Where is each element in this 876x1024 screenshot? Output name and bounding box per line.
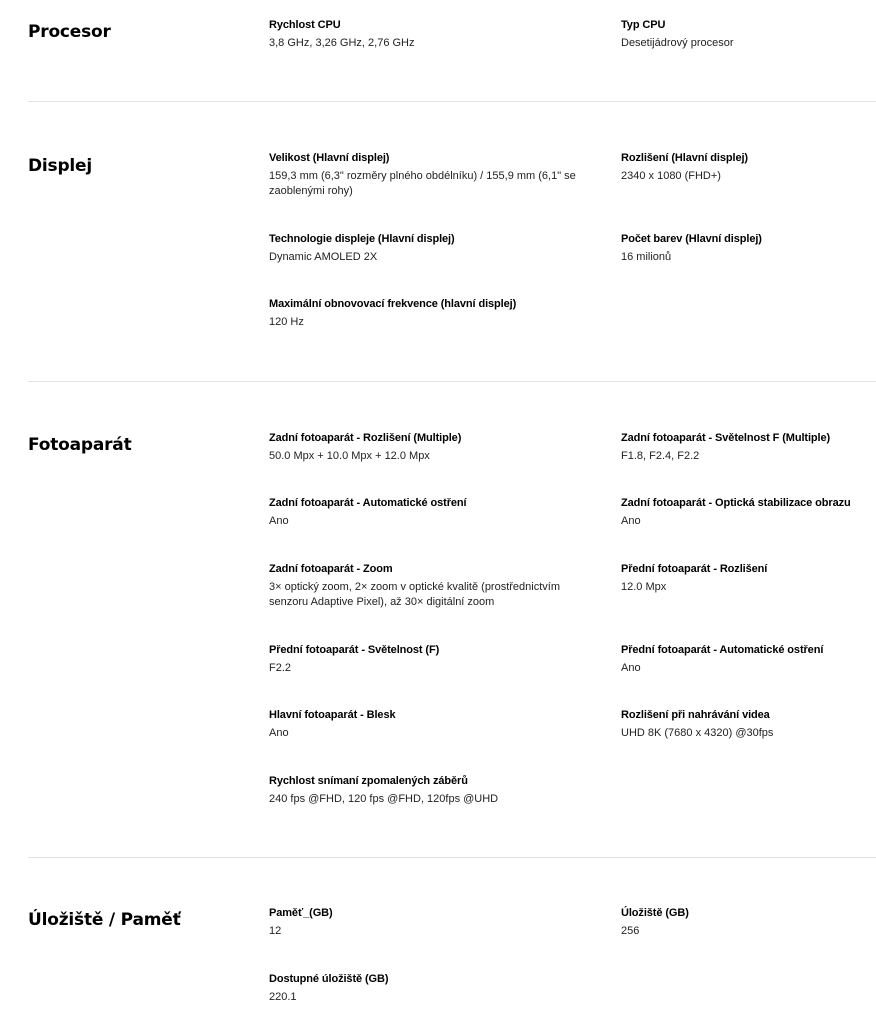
spec-label: Maximální obnovovací frekvence (hlavní displej) [269,298,517,310]
spec-value: Ano [269,515,289,527]
spec-label: Počet barev (Hlavní displej) [621,233,762,245]
spec-label: Rozlišení (Hlavní displej) [621,152,748,164]
spec-value: Dynamic AMOLED 2X [269,251,378,263]
spec-value: 240 fps @FHD, 120 fps @FHD, 120fps @UHD [269,793,499,805]
spec-storage [621,906,876,939]
spec-value: 16 milionů [621,251,672,263]
spec-rear-camera-zoom [269,562,589,610]
spec-label: Zadní fotoaparát - Optická stabilizace obrazu [621,497,851,509]
section-title: Displej [28,156,93,176]
spec-display-size [269,151,589,199]
spec-value: 120 Hz [269,316,304,328]
spec-label: Úložiště (GB) [621,907,689,919]
spec-value: Ano [621,662,641,674]
spec-label: Zadní fotoaparát - Automatické ostření [269,497,467,509]
spec-label: Hlavní fotoaparát - Blesk [269,709,396,721]
spec-memory [269,906,599,939]
spec-label: Dostupné úložiště (GB) [269,973,389,985]
spec-label: Rychlost snímaní zpomalených záběrů [269,775,468,787]
spec-label: Velikost (Hlavní displej) [269,152,390,164]
spec-video-resolution [621,708,876,741]
spec-value: 159,3 mm (6,3" rozměry plného obdélníku) / 155,9 mm (6,1" se zaoblenými rohy) [269,170,576,197]
spec-label: Přední fotoaparát - Světelnost (F) [269,644,440,656]
spec-label: Přední fotoaparát - Rozlišení [621,563,768,575]
spec-label: Paměť_(GB) [269,907,333,919]
spec-display-technology [269,232,599,265]
spec-slow-motion [269,774,599,807]
spec-label: Typ CPU [621,19,666,31]
spec-value: F1.8, F2.4, F2.2 [621,450,700,462]
spec-value: Ano [621,515,641,527]
spec-value: UHD 8K (7680 x 4320) @30fps [621,727,774,739]
spec-front-camera-autofocus [621,643,876,676]
spec-value: 50.0 Mpx + 10.0 Mpx + 12.0 Mpx [269,450,430,462]
spec-display-resolution [621,151,876,184]
spec-rear-camera-aperture [621,431,871,464]
spec-value: 2340 x 1080 (FHD+) [621,170,721,182]
spec-label: Technologie displeje (Hlavní displej) [269,233,455,245]
spec-label: Přední fotoaparát - Automatické ostření [621,644,824,656]
section-title: Úložiště / Paměť [28,910,181,930]
section-title: Procesor [28,22,111,42]
spec-main-camera-flash [269,708,599,741]
divider [28,857,876,858]
spec-display-refresh-rate [269,297,599,330]
spec-label: Rychlost CPU [269,19,341,31]
spec-value: Ano [269,727,289,739]
spec-display-colors [621,232,876,265]
spec-cpu-speed [269,18,599,51]
spec-front-camera-aperture [269,643,599,676]
spec-value: 12 [269,925,282,937]
divider [28,381,876,382]
spec-label: Rozlišení při nahrávání videa [621,709,770,721]
spec-cpu-type [621,18,876,51]
spec-value: 220.1 [269,991,297,1003]
spec-rear-camera-ois [621,496,871,529]
spec-rear-camera-autofocus [269,496,599,529]
spec-available-storage [269,972,599,1005]
spec-rear-camera-resolution [269,431,599,464]
spec-label: Zadní fotoaparát - Světelnost F (Multiple) [621,432,831,444]
spec-value: Desetijádrový procesor [621,37,734,49]
spec-value: F2.2 [269,662,292,674]
spec-value: 3× optický zoom, 2× zoom v optické kvalitě (prostřednictvím senzoru Adaptive Pixel), až 30× digitální zoom [269,581,561,608]
spec-front-camera-resolution [621,562,876,595]
section-title: Fotoaparát [28,435,132,455]
divider [28,101,876,102]
spec-value: 256 [621,925,640,937]
spec-label: Zadní fotoaparát - Zoom [269,563,393,575]
spec-value: 3,8 GHz, 3,26 GHz, 2,76 GHz [269,37,415,49]
spec-label: Zadní fotoaparát - Rozlišení (Multiple) [269,432,462,444]
spec-value: 12.0 Mpx [621,581,667,593]
